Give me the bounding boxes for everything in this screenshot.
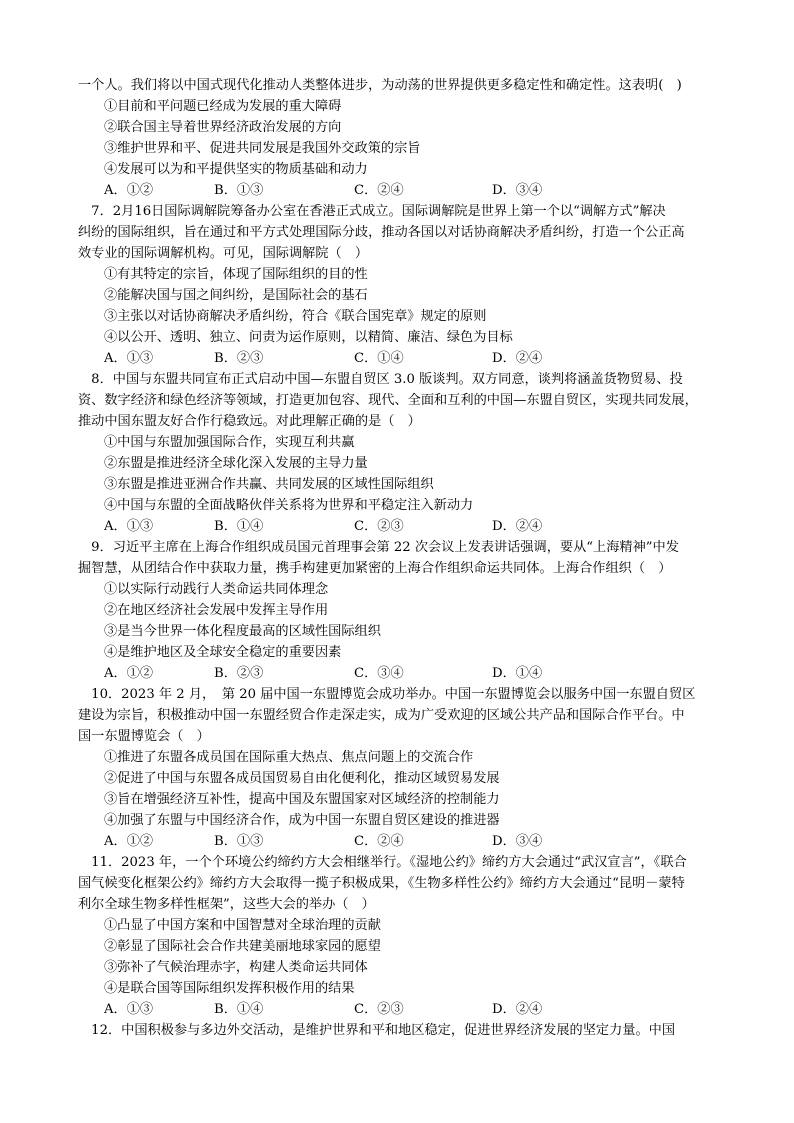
answer-option: ②东盟是推进经济全球化深入发展的主导力量 [104,456,368,471]
question-stem-line: 建设为宗旨，积极推动中国一东盟经贸合作走深走实，成为广受欢迎的区域公共产品和国际合作平台。中 [78,708,685,723]
answer-option: ②彰显了国际社会合作共建美丽地球家园的愿望 [104,939,381,954]
question-stem-line: 9．习近平主席在上海合作组织成员国元首理事会第 22 次会议上发表讲话强调，要从“上海精神”中发 [78,540,679,555]
answer-option: ①凸显了中国方案和中国智慧对全球治理的贡献 [104,918,381,933]
choice-a[interactable]: A．①② [104,834,154,849]
choice-d[interactable]: D．③④ [492,183,543,198]
question-stem-line: 掘智慧，从团结合作中获取力量，携手构建更加紧密的上海合作组织命运共同体。上海合作组织（ ） [78,561,672,576]
choice-row [104,517,724,537]
answer-option: ②在地区经济社会发展中发挥主导作用 [104,603,329,618]
question-stem-line: 12．中国积极参与多边外交活动，是维护世界和平和地区稳定，促进世界经济发展的坚定力量。中国 [78,1023,676,1038]
choice-c[interactable]: C．②④ [354,183,404,198]
question-stem-line: 推动中国东盟友好合作行稳致远。对此理解正确的是（ ） [78,414,421,429]
choice-b[interactable]: B．①④ [214,1002,264,1017]
question-stem-line: 11．2023 年，一个个环境公约缔约方大会相继举行。《湿地公约》缔约方大会通过“武汉宣言”，《联合 [78,855,687,870]
choice-b[interactable]: B．②③ [214,351,264,366]
choice-d[interactable]: D．①④ [492,666,543,681]
question-stem-line: 国一东盟博览会（ ） [78,729,210,744]
choice-c[interactable]: C．③④ [354,666,404,681]
answer-option: ④加强了东盟与中国经济合作，成为中国一东盟自贸区建设的推进器 [104,813,500,828]
choice-d[interactable]: D．③④ [492,834,543,849]
answer-option: ①推进了东盟各成员国在国际重大热点、焦点问题上的交流合作 [104,750,474,765]
question-stem-line: 国气候变化框架公约》缔约方大会取得一揽子积极成果，《生物多样性公约》缔约方大会通过“昆明－蒙特 [78,876,685,891]
question-stem-line: 7．2月16日国际调解院筹备办公室在香港正式成立。国际调解院是世界上第一个以“调解方式”解决 [78,204,666,219]
answer-option: ④以公开、透明、独立、问责为运作原则，以精简、廉洁、绿色为目标 [104,330,513,345]
choice-row [104,181,724,201]
answer-option: ①有其特定的宗旨，体现了国际组织的目的性 [104,267,368,282]
question-stem-line: 一个人。我们将以中国式现代化推动人类整体进步，为动荡的世界提供更多稳定性和确定性。这表明( ) [78,78,682,93]
question-stem-line: 纠纷的国际组织，旨在通过和平方式处理国际分歧，推动各国以对话协商解决矛盾纠纷，打造一个公正高 [78,225,685,240]
choice-a[interactable]: A．①② [104,183,154,198]
choice-a[interactable]: A．①③ [104,519,154,534]
answer-option: ①目前和平问题已经成为发展的重大障碍 [104,99,342,114]
question-stem-line: 10．2023 年 2 月， 第 20 届中国一东盟博览会成功举办。中国一东盟博览会以服务中国一东盟自贸区 [78,687,696,702]
choice-c[interactable]: C．①④ [354,351,404,366]
answer-option: ③旨在增强经济互补性，提高中国及东盟国家对区域经济的控制能力 [104,792,500,807]
answer-option: ③主张以对话协商解决矛盾纠纷，符合《联合国宪章》规定的原则 [104,309,487,324]
answer-option: ①以实际行动践行人类命运共同体理念 [104,582,329,597]
choice-a[interactable]: A．①② [104,666,154,681]
choice-row [104,664,724,684]
question-stem-line: 效专业的国际调解机构。可见，国际调解院（ ） [78,246,369,261]
question-stem-line: 资、数字经济和绿色经济等领域，打造更加包容、现代、全面和互利的中国—东盟自贸区，实现共同发展， [78,393,698,408]
answer-option: ④发展可以为和平提供坚实的物质基础和动力 [104,162,368,177]
question-stem-line: 利尔全球生物多样性框架”，这些大会的举办（ ） [78,897,375,912]
answer-option: ③东盟是推进亚洲合作共赢、共同发展的区域性国际组织 [104,477,434,492]
choice-c[interactable]: C．②③ [354,519,404,534]
choice-a[interactable]: A．①③ [104,1002,154,1017]
answer-option: ③是当今世界一体化程度最高的区域性国际组织 [104,624,381,639]
answer-option: ②联合国主导着世界经济政治发展的方向 [104,120,342,135]
answer-option: ④是联合国等国际组织发挥积极作用的结果 [104,981,355,996]
choice-d[interactable]: D．②④ [492,1002,543,1017]
answer-option: ④中国与东盟的全面战略伙伴关系将为世界和平稳定注入新动力 [104,498,474,513]
choice-c[interactable]: C．②③ [354,1002,404,1017]
choice-b[interactable]: B．②③ [214,666,264,681]
choice-row [104,349,724,369]
answer-option: ④是维护地区及全球安全稳定的重要因素 [104,645,342,660]
answer-option: ②能解决国与国之间纠纷，是国际社会的基石 [104,288,368,303]
choice-b[interactable]: B．①③ [214,183,264,198]
choice-c[interactable]: C．②④ [354,834,404,849]
question-stem-line: 8．中国与东盟共同宣布正式启动中国—东盟自贸区 3.0 版谈判。双方同意，谈判将涵盖货物贸易、投 [78,372,683,387]
choice-d[interactable]: D．②④ [492,519,543,534]
answer-option: ①中国与东盟加强国际合作，实现互利共赢 [104,435,355,450]
choice-b[interactable]: B．①③ [214,834,264,849]
answer-option: ③维护世界和平、促进共同发展是我国外交政策的宗旨 [104,141,421,156]
choice-b[interactable]: B．①④ [214,519,264,534]
answer-option: ②促进了中国与东盟各成员国贸易自由化便利化，推动区域贸易发展 [104,771,500,786]
choice-row [104,1000,724,1020]
choice-row [104,832,724,852]
choice-a[interactable]: A．①③ [104,351,154,366]
answer-option: ③弥补了气候治理赤字，构建人类命运共同体 [104,960,368,975]
choice-d[interactable]: D．②④ [492,351,543,366]
